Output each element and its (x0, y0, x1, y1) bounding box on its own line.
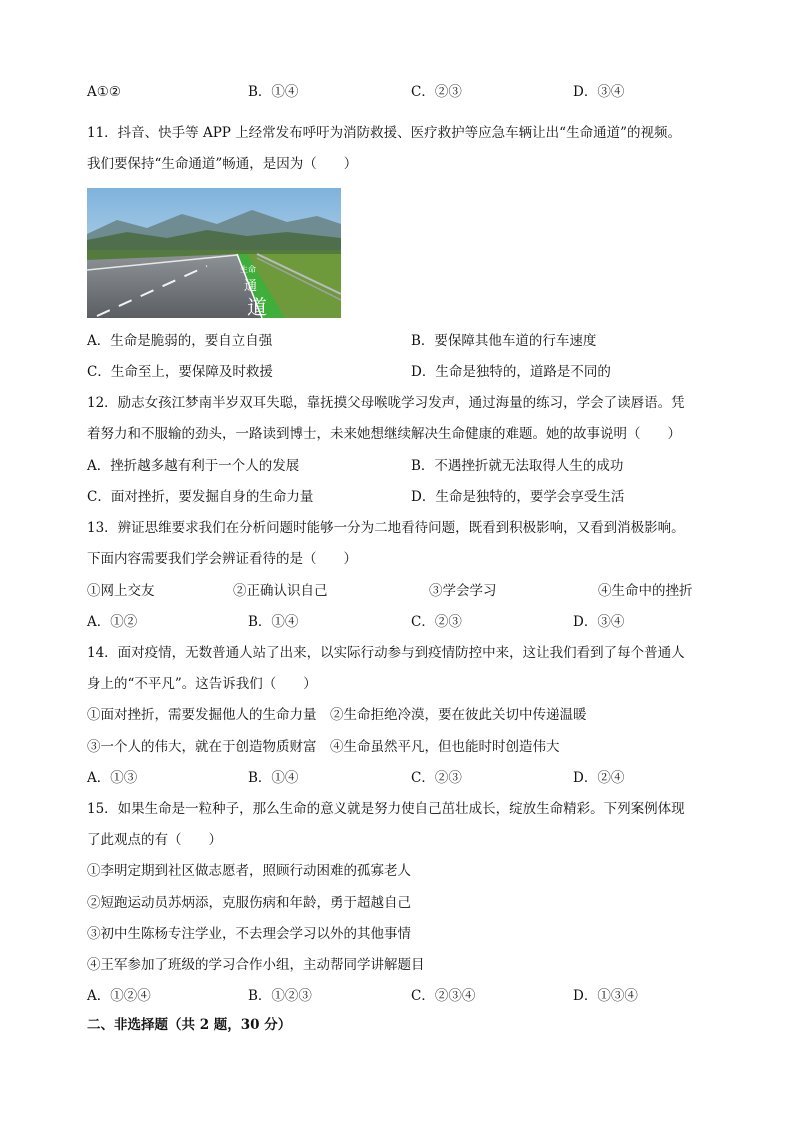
q15-option-a: A．①②④ (87, 988, 151, 1004)
q11-stem-line1: 11．抖音、快手等 APP 上经常发布呼吁为消防救援、医疗救护等应急车辆让出“生命通道”的视频。 (87, 125, 681, 141)
q13-stem-line2: 下面内容需要我们学会辨证看待的是（ ） (87, 551, 357, 567)
q11-stem-line2: 我们要保持“生命通道”畅通，是因为（ ） (87, 156, 358, 172)
q15-stem-line1: 15．如果生命是一粒种子，那么生命的意义就是努力使自己茁壮成长，绽放生命精彩。下列案例体现 (87, 801, 685, 817)
q12-stem-line2: 着努力和不服输的劲头，一路读到博士，未来她想继续解决生命健康的难题。她的故事说明（ ） (87, 426, 681, 442)
q10-option-c: C．②③ (411, 84, 462, 100)
q13-option-c: C．②③ (411, 614, 462, 630)
q15-item-2: ②短跑运动员苏炳添，克服伤病和年龄，勇于超越自己 (87, 895, 411, 911)
q11-option-a: A．生命是脆弱的，要自立自强 (87, 333, 273, 349)
road-text-tong: 通 (244, 279, 258, 294)
q13-item-3: ③学会学习 (429, 583, 497, 599)
q14-option-a: A．①③ (87, 770, 138, 786)
q15-option-b: B．①②③ (248, 988, 312, 1004)
q15-option-d: D．①③④ (573, 988, 638, 1004)
q14-items-line2: ③一个人的伟大，就在于创造物质财富 ④生命虽然平凡，但也能时时创造伟大 (87, 739, 560, 755)
q15-item-4: ④王军参加了班级的学习合作小组，主动帮同学讲解题目 (87, 957, 425, 973)
q10-option-d: D．③④ (573, 84, 625, 100)
q14-option-d: D．②④ (573, 770, 625, 786)
q13-option-d: D．③④ (573, 614, 625, 630)
q14-option-b: B．①④ (248, 770, 299, 786)
q11-road-photo (87, 188, 341, 318)
q14-items-line1: ①面对挫折，需要发掘他人的生命力量 ②生命拒绝冷漠，要在彼此关切中传递温暖 (87, 707, 587, 723)
q12-option-a: A．挫折越多越有利于一个人的发展 (87, 458, 300, 474)
q12-stem-line1: 12．励志女孩江梦南半岁双耳失聪，靠抚摸父母喉咙学习发声，通过海量的练习，学会了读唇语。凭 (87, 395, 685, 411)
q12-option-c: C．面对挫折，要发掘自身的生命力量 (87, 489, 314, 505)
q14-stem-line2: 身上的“不平凡”。这告诉我们（ ） (87, 676, 317, 692)
q10-option-a: A①② (87, 84, 121, 100)
q11-option-c: C．生命至上，要保障及时救援 (87, 364, 273, 380)
q13-option-b: B．①④ (248, 614, 299, 630)
q12-option-b: B．不遇挫折就无法取得人生的成功 (411, 458, 624, 474)
section-2-heading: 二、非选择题（共 2 题，30 分） (87, 1017, 292, 1033)
q13-option-a: A．①② (87, 614, 138, 630)
q11-option-d: D．生命是独特的，道路是不同的 (411, 364, 611, 380)
q11-option-b: B．要保障其他车道的行车速度 (411, 333, 597, 349)
q14-stem-line1: 14．面对疫情，无数普通人站了出来，以实际行动参与到疫情防控中来，这让我们看到了每个普通人 (87, 645, 685, 661)
q10-option-b: B．①④ (248, 84, 299, 100)
road-text-shengming: 生命 (240, 265, 256, 274)
q13-item-1: ①网上交友 (87, 583, 155, 599)
q15-stem-line2: 了此观点的有（ ） (87, 832, 222, 848)
q14-option-c: C．②③ (411, 770, 462, 786)
road-text-dao: 道 (247, 295, 267, 318)
q15-item-1: ①李明定期到社区做志愿者，照顾行动困难的孤寡老人 (87, 863, 411, 879)
q12-option-d: D．生命是独特的，要学会享受生活 (411, 489, 625, 505)
q13-item-4: ④生命中的挫折 (598, 583, 693, 599)
q15-item-3: ③初中生陈杨专注学业，不去理会学习以外的其他事情 (87, 926, 411, 942)
q15-option-c: C．②③④ (411, 988, 476, 1004)
q13-item-2: ②正确认识自己 (233, 583, 328, 599)
q13-stem-line1: 13．辨证思维要求我们在分析问题时能够一分为二地看待问题，既看到积极影响，又看到消极影响。 (87, 520, 685, 536)
